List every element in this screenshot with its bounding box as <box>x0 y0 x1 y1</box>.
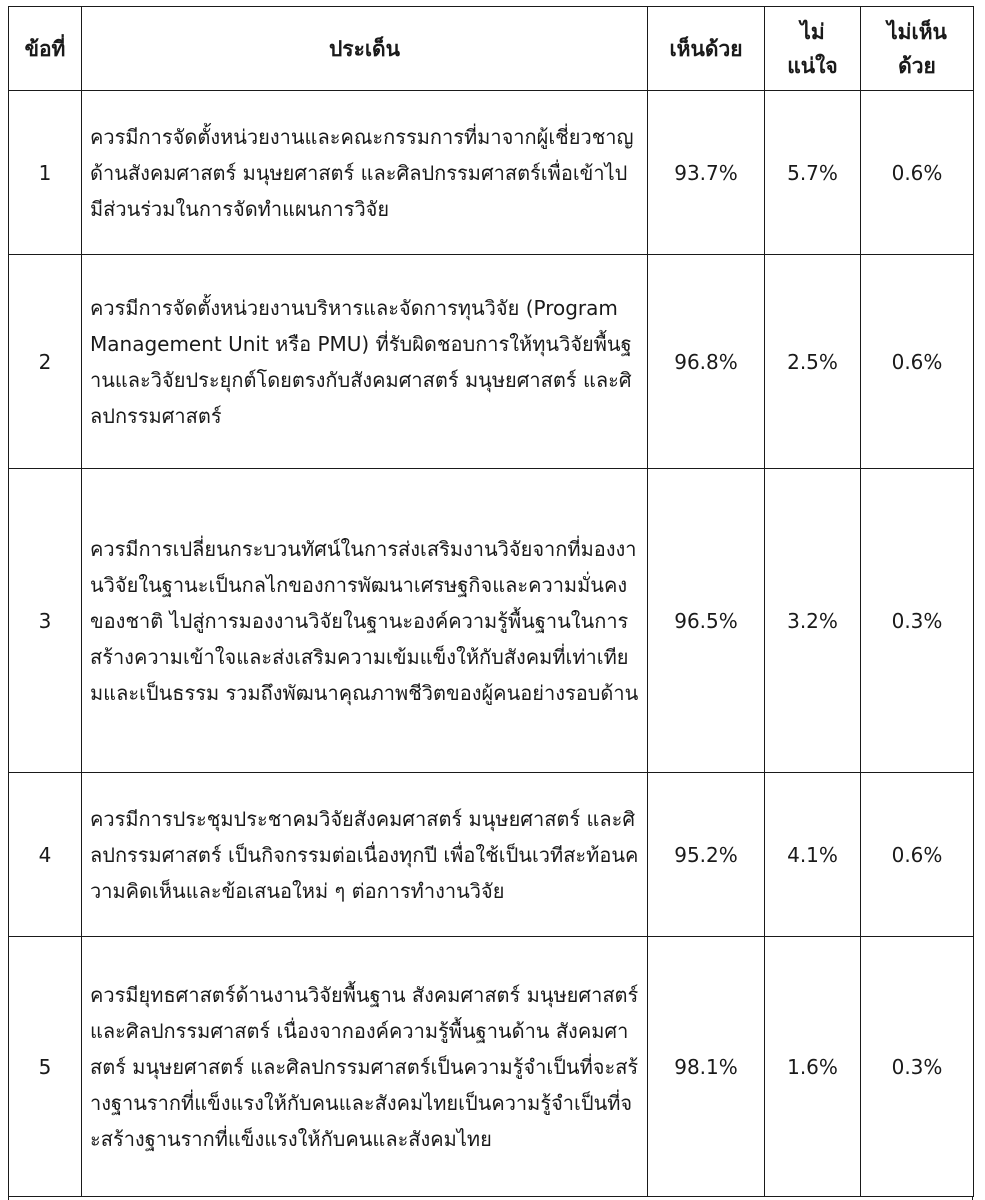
table-row <box>9 255 974 469</box>
header-unsure-line1: ไม่ <box>800 19 825 44</box>
row-issue-text: ควรมีการจัดตั้งหน่วยงานบริหารและจัดการทุนวิจัย (Program Management Unit หรือ PMU) ที่รับผิดชอบการให้ทุนวิจัยพื้นฐานและวิจัยประยุกต์โดยตรงกับสังคมศาสตร์ มนุษยศาสตร์ และศิลปกรรมศาสตร์ <box>82 255 648 469</box>
row-issue-text: ควรมียุทธศาสตร์ด้านงานวิจัยพื้นฐาน สังคมศาสตร์ มนุษยศาสตร์ และศิลปกรรมศาสตร์ เนื่องจากองค์ความรู้พื้นฐานด้าน สังคมศาสตร์ มนุษยศาสตร์ และศิลปกรรมศาสตร์เป็นความรู้จำเป็นที่จะสร้างฐานรากที่แข็งแรงให้กับคนและสังคมไทยเป็นความรู้จำเป็นที่จะสร้างฐานรากที่แข็งแรงให้กับคนและสังคมไทย <box>82 937 648 1197</box>
row-disagree-value: 0.3% <box>861 469 974 773</box>
header-no: ข้อที่ <box>9 7 82 91</box>
header-disagree-line2: ด้วย <box>898 53 936 78</box>
row-number: 2 <box>9 255 82 469</box>
header-unsure <box>765 7 861 91</box>
row-agree-value: 96.8% <box>648 255 765 469</box>
row-unsure-value: 2.5% <box>765 255 861 469</box>
row-number: 4 <box>9 773 82 937</box>
row-disagree-value: 0.6% <box>861 773 974 937</box>
header-issue: ประเด็น <box>82 7 648 91</box>
row-unsure-value: 5.7% <box>765 91 861 255</box>
row-agree-value: 95.2% <box>648 773 765 937</box>
table-continuation <box>8 1196 973 1200</box>
row-disagree-value: 0.6% <box>861 255 974 469</box>
header-row <box>9 7 974 91</box>
header-unsure-line2: แน่ใจ <box>787 53 838 78</box>
header-disagree <box>861 7 974 91</box>
row-agree-value: 96.5% <box>648 469 765 773</box>
row-unsure-value: 3.2% <box>765 469 861 773</box>
table-row <box>9 773 974 937</box>
table-row <box>9 91 974 255</box>
row-unsure-value: 4.1% <box>765 773 861 937</box>
header-disagree-line1: ไม่เห็น <box>887 19 947 44</box>
row-agree-value: 93.7% <box>648 91 765 255</box>
row-number: 5 <box>9 937 82 1197</box>
header-agree: เห็นด้วย <box>648 7 765 91</box>
table-row <box>9 937 974 1197</box>
row-disagree-value: 0.6% <box>861 91 974 255</box>
row-issue-text: ควรมีการประชุมประชาคมวิจัยสังคมศาสตร์ มนุษยศาสตร์ และศิลปกรรมศาสตร์ เป็นกิจกรรมต่อเนื่องทุกปี เพื่อใช้เป็นเวทีสะท้อนความคิดเห็นและข้อเสนอใหม่ ๆ ต่อการทำงานวิจัย <box>82 773 648 937</box>
row-disagree-value: 0.3% <box>861 937 974 1197</box>
table-row <box>9 469 974 773</box>
row-number: 1 <box>9 91 82 255</box>
survey-results-table <box>8 6 974 1197</box>
row-issue-text: ควรมีการจัดตั้งหน่วยงานและคณะกรรมการที่มาจากผู้เชี่ยวชาญด้านสังคมศาสตร์ มนุษยศาสตร์ และศิลปกรรมศาสตร์เพื่อเข้าไปมีส่วนร่วมในการจัดทำแผนการวิจัย <box>82 91 648 255</box>
row-agree-value: 98.1% <box>648 937 765 1197</box>
row-number: 3 <box>9 469 82 773</box>
row-issue-text: ควรมีการเปลี่ยนกระบวนทัศน์ในการส่งเสริมงานวิจัยจากที่มองงานวิจัยในฐานะเป็นกลไกของการพัฒนาเศรษฐกิจและความมั่นคงของชาติ ไปสู่การมองงานวิจัยในฐานะองค์ความรู้พื้นฐานในการสร้างความเข้าใจและส่งเสริมความเข้มแข็งให้กับสังคมที่เท่าเทียมและเป็นธรรม รวมถึงพัฒนาคุณภาพชีวิตของผู้คนอย่างรอบด้าน <box>82 469 648 773</box>
row-unsure-value: 1.6% <box>765 937 861 1197</box>
